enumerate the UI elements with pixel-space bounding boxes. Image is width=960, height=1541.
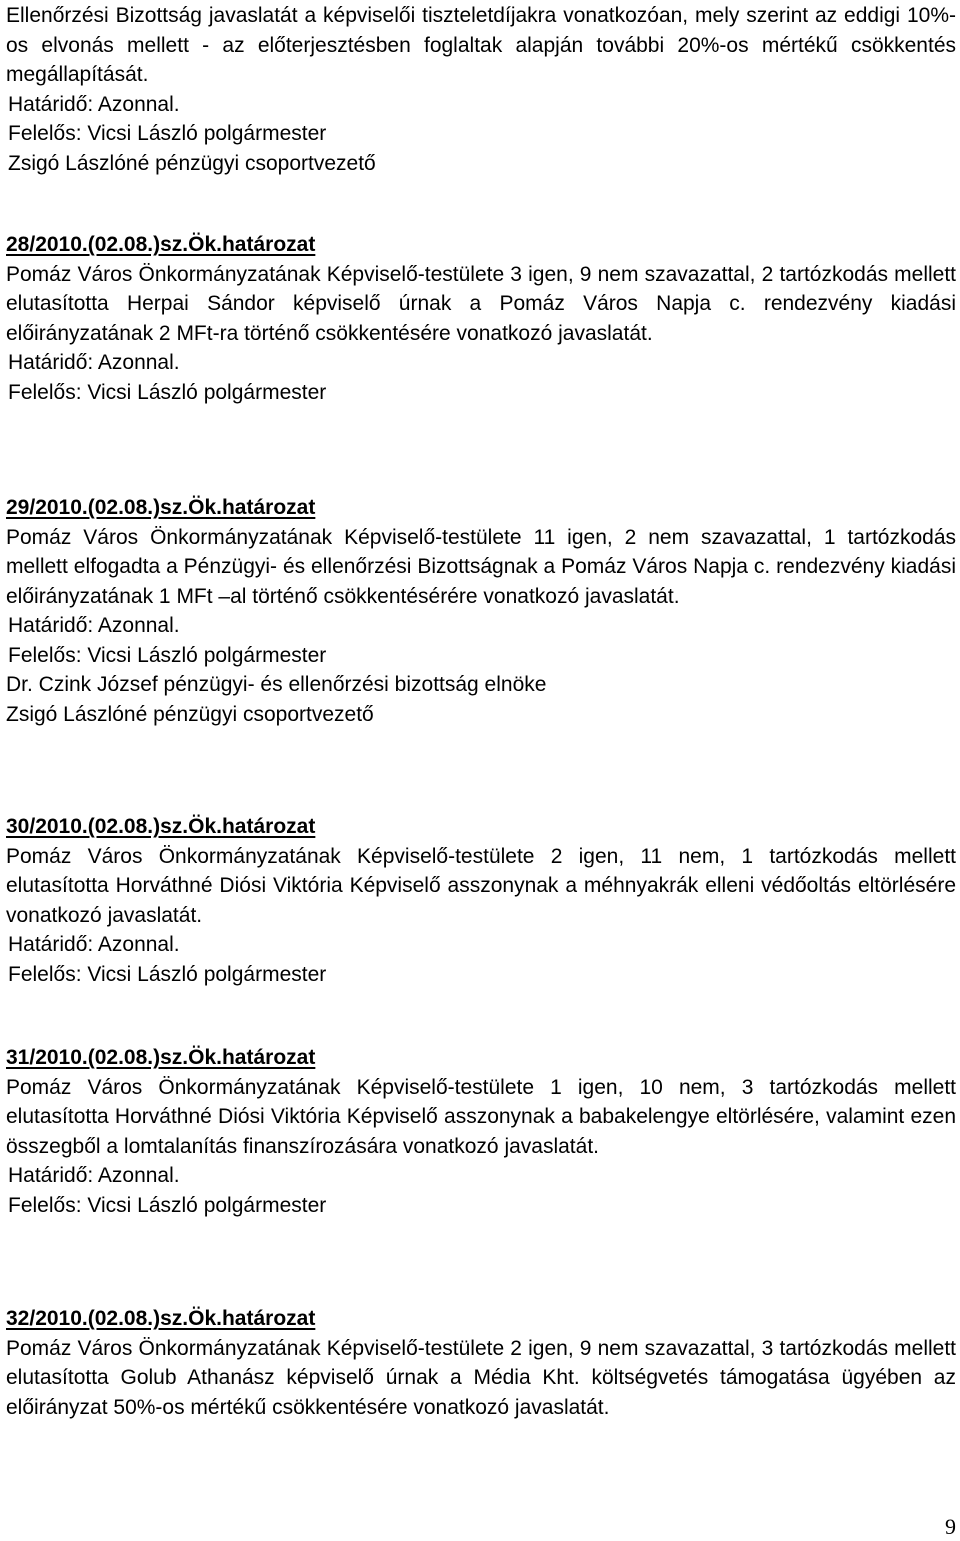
resolution-heading: 32/2010.(02.08.)sz.Ök.határozat [6,1307,316,1330]
deadline-text: Határidő: Azonnal. [8,933,180,956]
deadline-text: Határidő: Azonnal. [8,351,180,374]
intro-block [6,1,956,178]
resolution-text: Pomáz Város Önkormányzatának Képviselő-testülete 2 igen, 11 nem, 1 tartózkodás mellett elutasította Horváthné Diósi Viktória Képviselő asszonynak a méhnyakrák elleni védőoltás eltörlésére vonatkozó javaslatát. [6,844,956,927]
resolution-heading: 30/2010.(02.08.)sz.Ök.határozat [6,815,316,838]
resolution-heading: 29/2010.(02.08.)sz.Ök.határozat [6,496,316,519]
resolution-32 [6,1304,956,1422]
responsible-text: Felelős: Vicsi László polgármester [8,122,327,145]
resolution-heading: 28/2010.(02.08.)sz.Ök.határozat [6,233,316,256]
resolution-text: Pomáz Város Önkormányzatának Képviselő-testülete 1 igen, 10 nem, 3 tartózkodás mellett elutasította Horváthné Diósi Viktória Képviselő asszonynak a babakelengye eltörlésére, valamint ezen összegből a lomtalanítás finanszírozására vonatkozó javaslatát. [6,1075,956,1158]
responsible-text: Zsigó Lászlóné pénzügyi csoportvezető [6,702,374,726]
responsible-text: Felelős: Vicsi László polgármester [8,643,327,667]
resolution-text: Pomáz Város Önkormányzatának Képviselő-testülete 2 igen, 9 nem szavazattal, 3 tartózkodás mellett elutasította Golub Athanász képviselő úrnak a Média Kht. költségvetés támogatása ügyében az előirányzat 50%-os mértékű csökkentésére vonatkozó javaslatát. [6,1336,956,1419]
resolution-29 [6,493,956,729]
resolution-30 [6,812,956,989]
resolution-heading: 31/2010.(02.08.)sz.Ök.határozat [6,1046,316,1069]
resolution-text: Pomáz Város Önkormányzatának Képviselő-testülete 3 igen, 9 nem szavazattal, 2 tartózkodás mellett elutasította Herpai Sándor képviselő úrnak a Pomáz Város Napja c. rendezvény kiadási előirányzatának 2 MFt-ra történő csökkentésére vonatkozó javaslatát. [6,262,956,345]
page-number: 9 [945,1514,956,1539]
resolution-text: Pomáz Város Önkormányzatának Képviselő-testülete 11 igen, 2 nem szavazattal, 1 tartózkodás mellett elfogadta a Pénzügyi- és ellenőrzési Bizottságnak a Pomáz Város Napja c. rendezvény kiadási előirányzatának 1 MFt –al történő csökkentésérére vonatkozó javaslatát. [6,525,956,608]
deadline-text: Határidő: Azonnal. [8,92,180,116]
resolution-31 [6,1043,956,1220]
responsible-text: Dr. Czink József pénzügyi- és ellenőrzési bizottság elnöke [6,673,547,696]
intro-text: Ellenőrzési Bizottság javaslatát a képviselői tiszteletdíjakra vonatkozóan, mely szerint az eddigi 10%-os elvonás mellett - az előterjesztésben foglaltak alapján további 20%-os mértékű csökkentés megállapítását. [6,4,956,86]
resolution-28 [6,230,956,407]
deadline-text: Határidő: Azonnal. [8,614,180,637]
responsible-text: Zsigó Lászlóné pénzügyi csoportvezető [8,151,376,175]
deadline-text: Határidő: Azonnal. [8,1164,180,1187]
responsible-text: Felelős: Vicsi László polgármester [8,962,327,986]
responsible-text: Felelős: Vicsi László polgármester [8,1193,327,1217]
responsible-text: Felelős: Vicsi László polgármester [8,380,327,404]
